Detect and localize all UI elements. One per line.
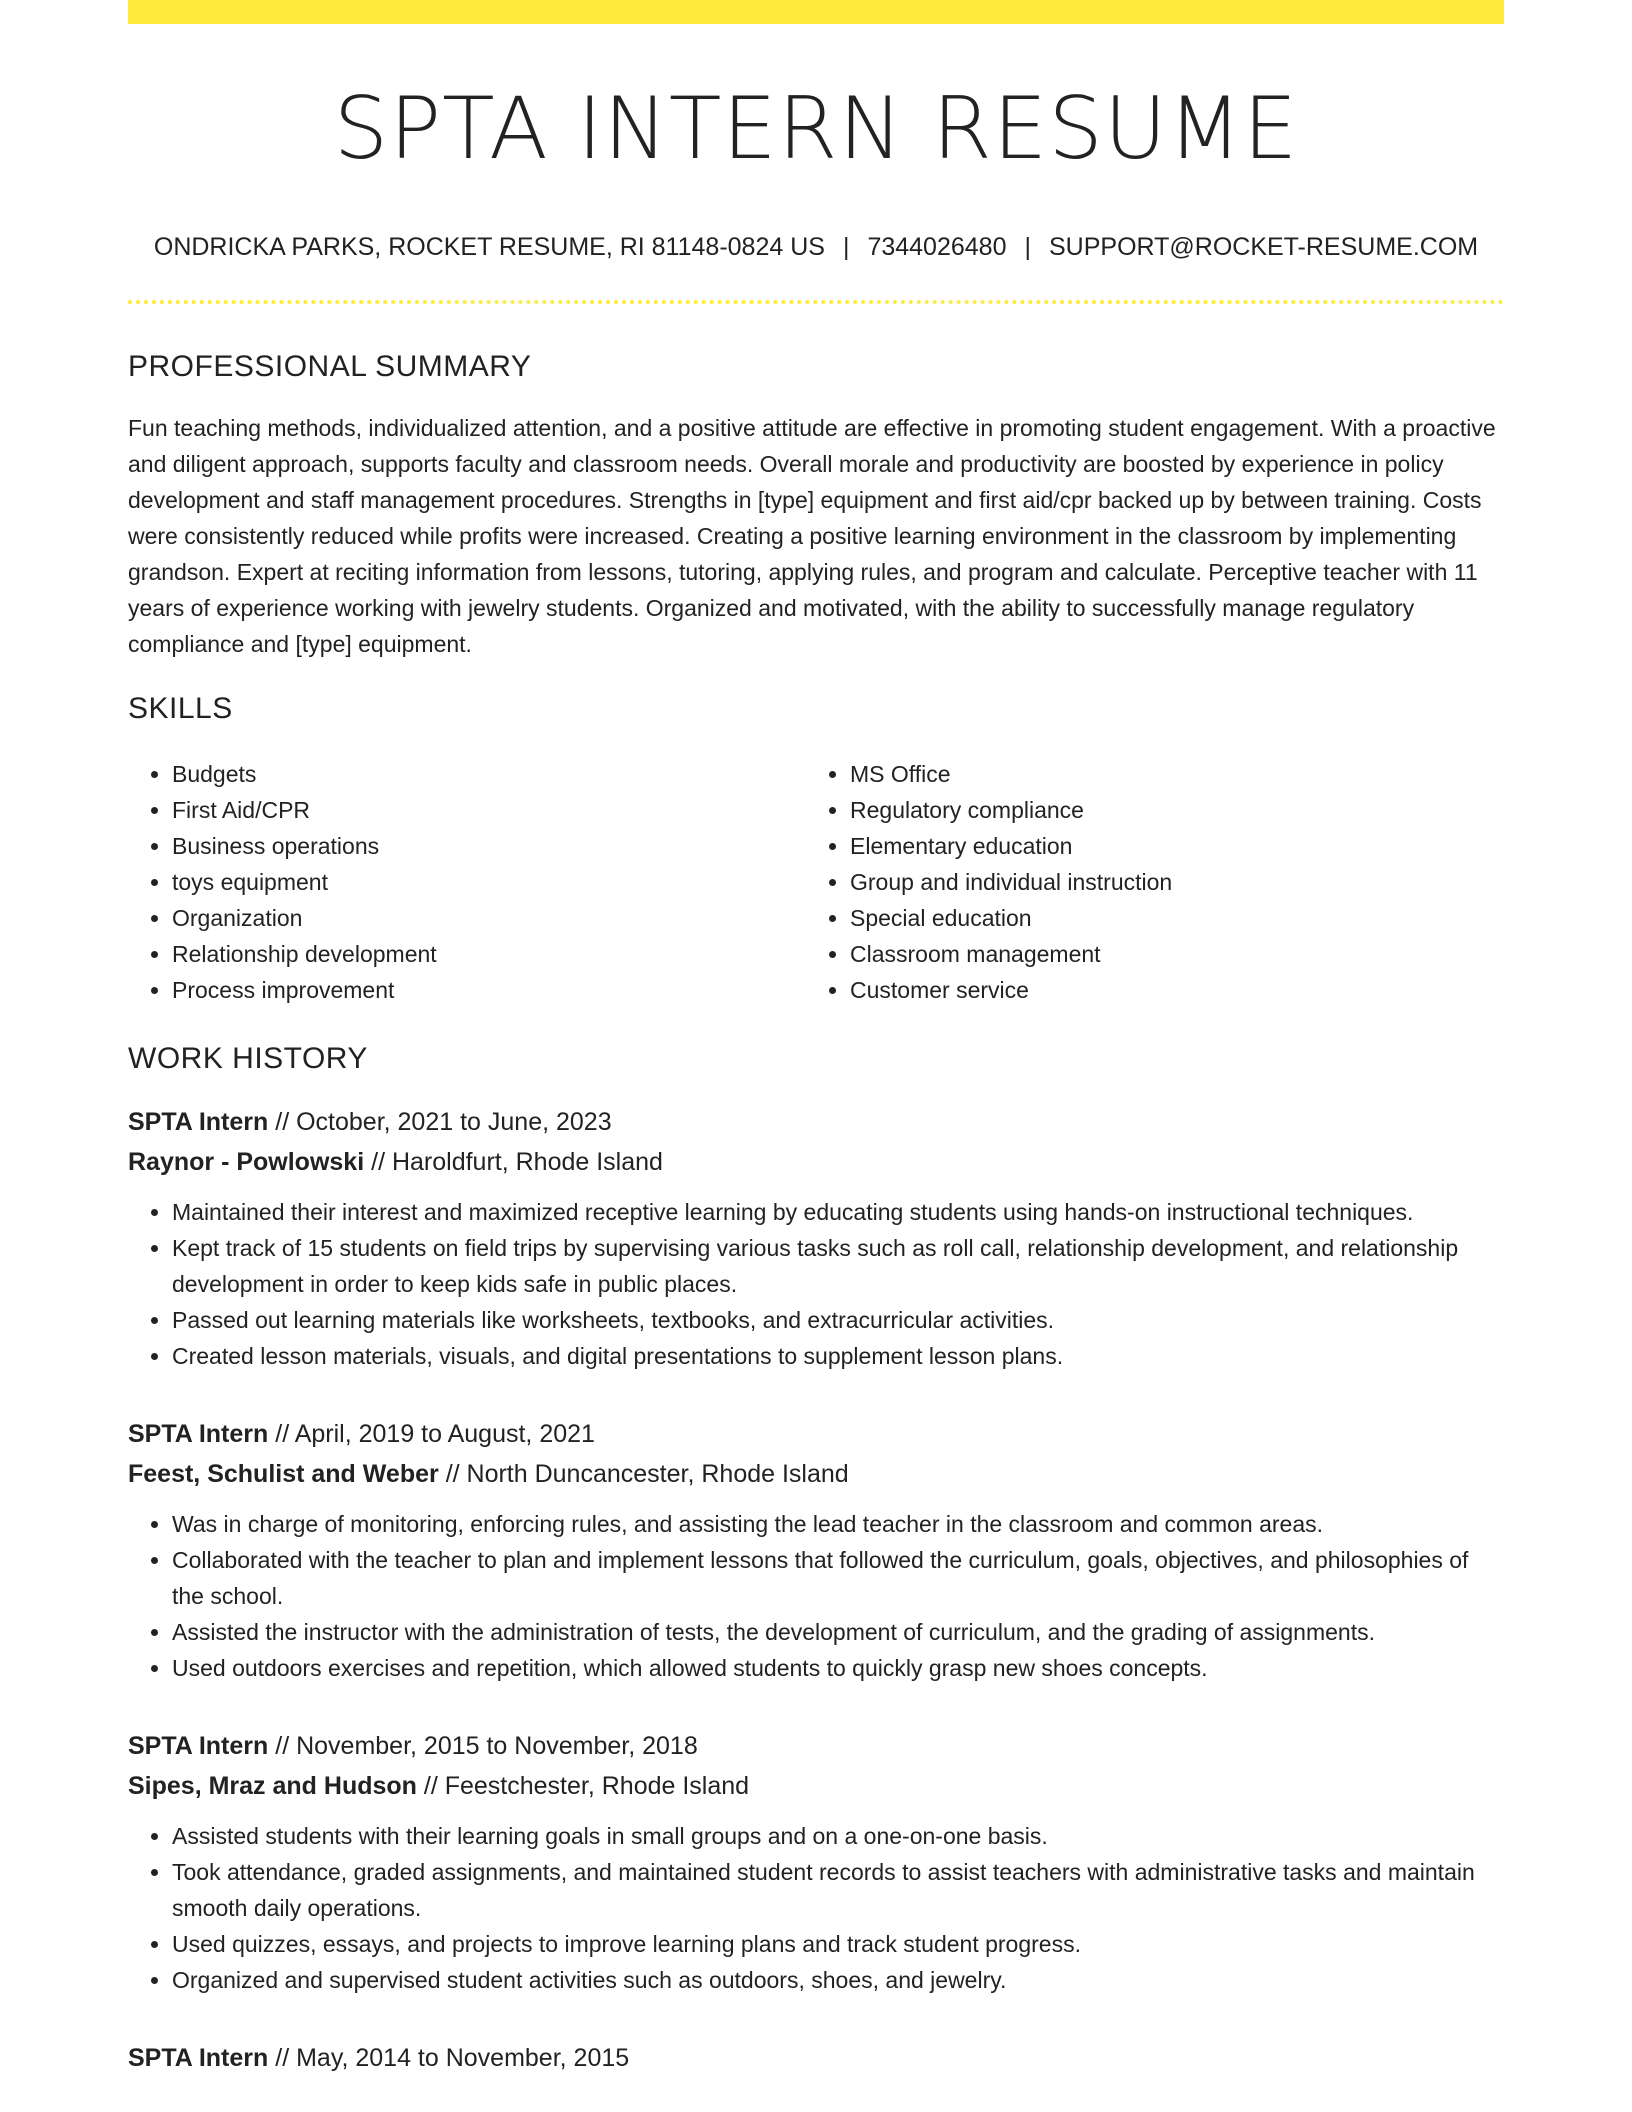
skill-item: • Special education: [850, 900, 1484, 936]
job-bullet: • Took attendance, graded assignments, and maintained student records to assist teachers with administrative tasks and maintain smooth daily operations.: [172, 1854, 1504, 1926]
skill-item: • Group and individual instruction: [850, 864, 1484, 900]
job-location: // North Duncancester, Rhode Island: [445, 1459, 849, 1488]
job-entry: [128, 1414, 1504, 1686]
contact-phone: 7344026480: [867, 232, 1007, 261]
dotted-divider: [128, 300, 1504, 304]
job-title-line: [128, 1414, 1504, 1454]
job-company: Feest, Schulist and Weber: [128, 1459, 439, 1488]
job-title-line: [128, 1726, 1504, 1766]
job-location: // Feestchester, Rhode Island: [423, 1771, 750, 1800]
skills-heading: SKILLS: [128, 691, 233, 725]
skill-item: • Customer service: [850, 972, 1484, 1008]
job-bullet: • Maintained their interest and maximized receptive learning by educating students using hands-on instructional techniques.: [172, 1194, 1504, 1230]
job-bullets: [128, 1506, 1504, 1686]
contact-separator: |: [1024, 232, 1031, 261]
contact-line: [128, 233, 1504, 262]
job-dates: // April, 2019 to August, 2021: [275, 1419, 595, 1448]
skill-item: • Process improvement: [172, 972, 806, 1008]
skill-item: • Regulatory compliance: [850, 792, 1484, 828]
job-bullet: • Passed out learning materials like worksheets, textbooks, and extracurricular activities.: [172, 1302, 1504, 1338]
job-company: Raynor - Powlowski: [128, 1147, 365, 1176]
skills-column-right: [806, 756, 1484, 1008]
resume-page: [128, 0, 1504, 2078]
job-bullet: • Collaborated with the teacher to plan and implement lessons that followed the curriculum, goals, objectives, and philosophies of the school.: [172, 1542, 1504, 1614]
job-bullets: [128, 1818, 1504, 1998]
skills-column-left: [128, 756, 806, 1008]
skill-item: • Business operations: [172, 828, 806, 864]
job-bullet: • Created lesson materials, visuals, and digital presentations to supplement lesson plans.: [172, 1338, 1504, 1374]
skill-item: • Elementary education: [850, 828, 1484, 864]
job-title: SPTA Intern: [128, 1419, 269, 1448]
job-entry: [128, 1726, 1504, 1998]
skill-item: • First Aid/CPR: [172, 792, 806, 828]
skill-item: • Classroom management: [850, 936, 1484, 972]
job-company-line: [128, 1454, 1504, 1494]
work-history-heading: WORK HISTORY: [128, 1041, 368, 1075]
job-title: SPTA Intern: [128, 1731, 269, 1760]
contact-email: SUPPORT@ROCKET-RESUME.COM: [1048, 232, 1479, 261]
job-bullet: • Organized and supervised student activities such as outdoors, shoes, and jewelry.: [172, 1962, 1504, 1998]
skill-item: • Relationship development: [172, 936, 806, 972]
skills-list: [128, 756, 1504, 1008]
job-company: Sipes, Mraz and Hudson: [128, 1771, 417, 1800]
job-dates: // November, 2015 to November, 2018: [275, 1731, 698, 1760]
contact-address: ONDRICKA PARKS, ROCKET RESUME, RI 81148-0824 US: [153, 232, 825, 261]
job-company-line: [128, 1142, 1504, 1182]
resume-title: SPTA INTERN RESUME: [333, 79, 1299, 179]
accent-bar: [128, 0, 1504, 24]
summary-heading: PROFESSIONAL SUMMARY: [128, 349, 532, 383]
job-bullet: • Was in charge of monitoring, enforcing rules, and assisting the lead teacher in the classroom and common areas.: [172, 1506, 1504, 1542]
job-title-line: [128, 2038, 1504, 2078]
job-entry: [128, 2038, 1504, 2078]
skill-item: • MS Office: [850, 756, 1484, 792]
job-company-line: [128, 1766, 1504, 1806]
skill-item: • Organization: [172, 900, 806, 936]
job-entry: [128, 1102, 1504, 1374]
job-bullet: • Kept track of 15 students on field trips by supervising various tasks such as roll call, relationship development, and relationship development in order to keep kids safe in public places.: [172, 1230, 1504, 1302]
job-bullet: • Used quizzes, essays, and projects to improve learning plans and track student progress.: [172, 1926, 1504, 1962]
job-bullet: • Used outdoors exercises and repetition, which allowed students to quickly grasp new shoes concepts.: [172, 1650, 1504, 1686]
job-bullet: • Assisted the instructor with the administration of tests, the development of curriculum, and the grading of assignments.: [172, 1614, 1504, 1650]
contact-separator: |: [842, 232, 850, 261]
job-title-line: [128, 1102, 1504, 1142]
skill-item: • Budgets: [172, 756, 806, 792]
job-title: SPTA Intern: [128, 2043, 269, 2072]
job-bullets: [128, 1194, 1504, 1374]
job-location: // Haroldfurt, Rhode Island: [371, 1147, 663, 1176]
job-title: SPTA Intern: [128, 1107, 269, 1136]
job-dates: // October, 2021 to June, 2023: [275, 1107, 612, 1136]
skill-item: • toys equipment: [172, 864, 806, 900]
job-dates: // May, 2014 to November, 2015: [275, 2043, 630, 2072]
job-bullet: • Assisted students with their learning goals in small groups and on a one-on-one basis.: [172, 1818, 1504, 1854]
summary-text: Fun teaching methods, individualized attention, and a positive attitude are effective in promoting student engagement. With a proactive and diligent approach, supports faculty and classroom needs. Overall morale and productivity are boosted by experience in policy development and staff management procedures. Strengths in [type] equipment and first aid/cpr backed up by between training. Costs were consistently reduced while profits were increased. Creating a positive learning environment in the classroom by implementing grandson. Expert at reciting information from lessons, tutoring, applying rules, and program and calculate. Perceptive teacher with 11 years of experience working with jewelry students. Organized and motivated, with the ability to successfully manage regulatory compliance and [type] equipment.: [128, 414, 1496, 657]
work-history-list: [128, 1102, 1504, 2078]
